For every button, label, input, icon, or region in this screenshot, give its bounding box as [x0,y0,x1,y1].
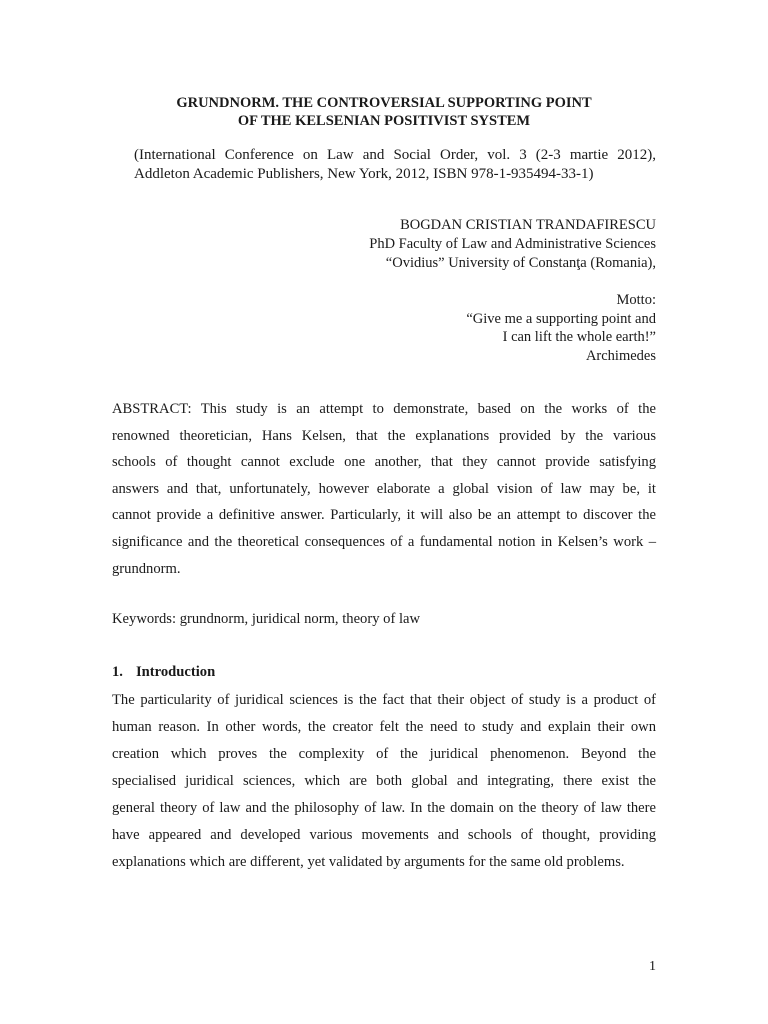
paper-title [112,94,656,130]
citation-line-2: Addleton Academic Publishers, New York, 2012, ISBN 978-1-935494-33-1) [134,166,594,182]
intro-line: explanations which are different, yet validated by arguments for the same old problems. [112,854,625,870]
page-number: 1 [649,959,656,974]
author-block [369,216,656,273]
abstract-line: significance and the theoretical consequences of a fundamental notion in Kelsen’s work – [112,533,656,550]
intro-line: specialised juridical sciences, which are both global and integrating, there exist the [112,773,656,789]
abstract-line: cannot provide a definitive answer. Particularly, it will also be an attempt to discover the [112,507,656,524]
abstract-line: schools of thought cannot exclude one another, that they cannot provide satisfying [112,454,656,471]
intro-line: human reason. In other words, the creator felt the need to study and explain their own [112,719,656,735]
intro-line: general theory of law and the philosophy of law. In the domain on the theory of law there [112,800,656,816]
section-title: Introduction [136,664,216,680]
motto-block [466,291,656,365]
title-line-2: OF THE KELSENIAN POSITIVIST SYSTEM [237,113,531,129]
section-number: 1. [112,664,123,680]
introduction-paragraph [112,687,656,876]
abstract-line: ABSTRACT: This study is an attempt to demonstrate, based on the works of the [112,401,656,417]
abstract-line: answers and that, unfortunately, however elaborate a global vision of law may be, it [112,480,656,497]
title-line-1: GRUNDNORM. THE CONTROVERSIAL SUPPORTING POINT [176,95,592,111]
motto-attribution: Archimedes [585,347,656,364]
section-heading [112,662,215,682]
author-affiliation-1: PhD Faculty of Law and Administrative Sciences [369,236,656,252]
motto-line-1: “Give me a supporting point and [466,310,656,327]
keywords: Keywords: grundnorm, juridical norm, theory of law [112,611,421,627]
intro-line: creation which proves the complexity of the juridical phenomenon. Beyond the [112,746,656,762]
abstract-paragraph [112,396,656,582]
citation [134,146,656,184]
abstract-line: grundnorm. [112,560,181,577]
author-affiliation-2: “Ovidius” University of Constanţa (Romania), [385,255,656,271]
intro-line: The particularity of juridical sciences is the fact that their object of study is a product of [112,692,656,708]
motto-label: Motto: [616,292,656,308]
motto-line-2: I can lift the whole earth!” [502,329,656,345]
citation-line-1: (International Conference on Law and Social Order, vol. 3 (2-3 martie 2012), [134,147,656,163]
intro-line: have appeared and developed various movements and schools of thought, providing [112,827,656,843]
abstract-line: renowned theoretician, Hans Kelsen, that the explanations provided by the various [112,427,656,444]
author-name: BOGDAN CRISTIAN TRANDAFIRESCU [400,217,656,233]
